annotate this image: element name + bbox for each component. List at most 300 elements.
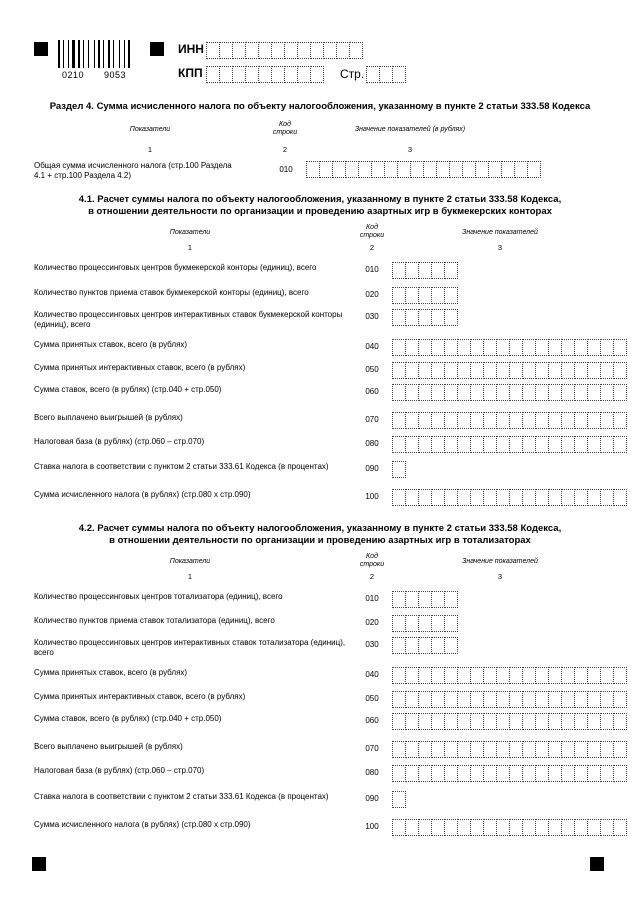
- input-cell[interactable]: [575, 765, 588, 782]
- input-cell[interactable]: [445, 819, 458, 836]
- input-cell[interactable]: [536, 436, 549, 453]
- input-cell[interactable]: [392, 384, 406, 401]
- input-cell[interactable]: [614, 412, 627, 429]
- section42-row-value-030[interactable]: [392, 637, 458, 652]
- input-cell[interactable]: [366, 66, 380, 83]
- input-cell[interactable]: [484, 667, 497, 684]
- input-cell[interactable]: [392, 287, 406, 304]
- input-cell[interactable]: [458, 691, 471, 708]
- input-cell[interactable]: [510, 765, 523, 782]
- input-cell[interactable]: [259, 42, 272, 59]
- input-cell[interactable]: [489, 161, 502, 178]
- input-cell[interactable]: [549, 362, 562, 379]
- input-cell[interactable]: [476, 161, 489, 178]
- input-cell[interactable]: [406, 615, 419, 632]
- kpp-field[interactable]: [206, 66, 324, 81]
- input-cell[interactable]: [432, 384, 445, 401]
- input-cell[interactable]: [406, 362, 419, 379]
- input-cell[interactable]: [497, 819, 510, 836]
- input-cell[interactable]: [484, 362, 497, 379]
- section42-row-value-060[interactable]: [392, 713, 627, 728]
- section42-row-value-080[interactable]: [392, 765, 627, 780]
- input-cell[interactable]: [497, 765, 510, 782]
- input-cell[interactable]: [233, 42, 246, 59]
- input-cell[interactable]: [406, 591, 419, 608]
- input-cell[interactable]: [575, 489, 588, 506]
- section42-row-value-070[interactable]: [392, 741, 627, 756]
- input-cell[interactable]: [588, 667, 601, 684]
- input-cell[interactable]: [497, 489, 510, 506]
- input-cell[interactable]: [445, 591, 458, 608]
- input-cell[interactable]: [372, 161, 385, 178]
- input-cell[interactable]: [614, 362, 627, 379]
- input-cell[interactable]: [432, 741, 445, 758]
- input-cell[interactable]: [614, 713, 627, 730]
- input-cell[interactable]: [406, 436, 419, 453]
- input-cell[interactable]: [614, 667, 627, 684]
- input-cell[interactable]: [588, 741, 601, 758]
- input-cell[interactable]: [510, 691, 523, 708]
- input-cell[interactable]: [614, 384, 627, 401]
- input-cell[interactable]: [497, 362, 510, 379]
- input-cell[interactable]: [588, 765, 601, 782]
- input-cell[interactable]: [406, 819, 419, 836]
- input-cell[interactable]: [445, 765, 458, 782]
- input-cell[interactable]: [392, 615, 406, 632]
- input-cell[interactable]: [562, 362, 575, 379]
- input-cell[interactable]: [298, 42, 311, 59]
- input-cell[interactable]: [588, 384, 601, 401]
- input-cell[interactable]: [601, 412, 614, 429]
- input-cell[interactable]: [406, 691, 419, 708]
- input-cell[interactable]: [432, 819, 445, 836]
- input-cell[interactable]: [614, 819, 627, 836]
- input-cell[interactable]: [575, 384, 588, 401]
- input-cell[interactable]: [562, 691, 575, 708]
- input-cell[interactable]: [406, 667, 419, 684]
- input-cell[interactable]: [437, 161, 450, 178]
- input-cell[interactable]: [471, 819, 484, 836]
- input-cell[interactable]: [298, 66, 311, 83]
- input-cell[interactable]: [601, 384, 614, 401]
- section41-row-value-100[interactable]: [392, 489, 627, 504]
- input-cell[interactable]: [536, 691, 549, 708]
- input-cell[interactable]: [497, 667, 510, 684]
- input-cell[interactable]: [484, 384, 497, 401]
- input-cell[interactable]: [510, 412, 523, 429]
- input-cell[interactable]: [406, 339, 419, 356]
- input-cell[interactable]: [601, 362, 614, 379]
- input-cell[interactable]: [419, 412, 432, 429]
- input-cell[interactable]: [575, 339, 588, 356]
- input-cell[interactable]: [549, 412, 562, 429]
- input-cell[interactable]: [614, 691, 627, 708]
- input-cell[interactable]: [380, 66, 393, 83]
- input-cell[interactable]: [458, 713, 471, 730]
- input-cell[interactable]: [523, 765, 536, 782]
- input-cell[interactable]: [458, 765, 471, 782]
- section41-row-value-050[interactable]: [392, 362, 627, 377]
- input-cell[interactable]: [306, 161, 320, 178]
- input-cell[interactable]: [614, 741, 627, 758]
- input-cell[interactable]: [311, 42, 324, 59]
- section41-row-value-090[interactable]: [392, 461, 406, 476]
- section41-row-value-040[interactable]: [392, 339, 627, 354]
- input-cell[interactable]: [432, 667, 445, 684]
- input-cell[interactable]: [445, 412, 458, 429]
- input-cell[interactable]: [458, 436, 471, 453]
- input-cell[interactable]: [406, 287, 419, 304]
- input-cell[interactable]: [246, 42, 259, 59]
- input-cell[interactable]: [419, 262, 432, 279]
- input-cell[interactable]: [432, 262, 445, 279]
- input-cell[interactable]: [497, 741, 510, 758]
- input-cell[interactable]: [510, 362, 523, 379]
- input-cell[interactable]: [575, 436, 588, 453]
- input-cell[interactable]: [614, 339, 627, 356]
- input-cell[interactable]: [259, 66, 272, 83]
- input-cell[interactable]: [588, 713, 601, 730]
- input-cell[interactable]: [510, 436, 523, 453]
- input-cell[interactable]: [445, 741, 458, 758]
- input-cell[interactable]: [523, 713, 536, 730]
- input-cell[interactable]: [562, 819, 575, 836]
- input-cell[interactable]: [392, 339, 406, 356]
- input-cell[interactable]: [549, 765, 562, 782]
- input-cell[interactable]: [432, 489, 445, 506]
- input-cell[interactable]: [392, 741, 406, 758]
- input-cell[interactable]: [484, 436, 497, 453]
- input-cell[interactable]: [536, 384, 549, 401]
- section41-row-value-010[interactable]: [392, 262, 458, 277]
- input-cell[interactable]: [206, 66, 220, 83]
- input-cell[interactable]: [575, 691, 588, 708]
- input-cell[interactable]: [588, 362, 601, 379]
- input-cell[interactable]: [458, 819, 471, 836]
- input-cell[interactable]: [392, 461, 406, 478]
- input-cell[interactable]: [406, 384, 419, 401]
- input-cell[interactable]: [562, 765, 575, 782]
- input-cell[interactable]: [450, 161, 463, 178]
- input-cell[interactable]: [432, 591, 445, 608]
- section42-row-value-010[interactable]: [392, 591, 458, 606]
- input-cell[interactable]: [497, 691, 510, 708]
- input-cell[interactable]: [601, 713, 614, 730]
- input-cell[interactable]: [471, 765, 484, 782]
- input-cell[interactable]: [471, 412, 484, 429]
- input-cell[interactable]: [471, 489, 484, 506]
- input-cell[interactable]: [359, 161, 372, 178]
- input-cell[interactable]: [601, 691, 614, 708]
- input-cell[interactable]: [419, 819, 432, 836]
- input-cell[interactable]: [392, 436, 406, 453]
- input-cell[interactable]: [406, 637, 419, 654]
- input-cell[interactable]: [458, 667, 471, 684]
- input-cell[interactable]: [562, 489, 575, 506]
- input-cell[interactable]: [575, 412, 588, 429]
- input-cell[interactable]: [523, 691, 536, 708]
- input-cell[interactable]: [575, 713, 588, 730]
- input-cell[interactable]: [419, 339, 432, 356]
- input-cell[interactable]: [510, 384, 523, 401]
- input-cell[interactable]: [471, 436, 484, 453]
- input-cell[interactable]: [392, 262, 406, 279]
- input-cell[interactable]: [392, 765, 406, 782]
- input-cell[interactable]: [510, 741, 523, 758]
- input-cell[interactable]: [458, 384, 471, 401]
- input-cell[interactable]: [510, 667, 523, 684]
- input-cell[interactable]: [523, 384, 536, 401]
- input-cell[interactable]: [549, 339, 562, 356]
- input-cell[interactable]: [333, 161, 346, 178]
- input-cell[interactable]: [398, 161, 411, 178]
- input-cell[interactable]: [471, 667, 484, 684]
- input-cell[interactable]: [419, 667, 432, 684]
- input-cell[interactable]: [458, 362, 471, 379]
- input-cell[interactable]: [393, 66, 406, 83]
- input-cell[interactable]: [549, 489, 562, 506]
- input-cell[interactable]: [549, 667, 562, 684]
- input-cell[interactable]: [484, 412, 497, 429]
- input-cell[interactable]: [432, 309, 445, 326]
- input-cell[interactable]: [432, 615, 445, 632]
- section42-row-value-040[interactable]: [392, 667, 627, 682]
- input-cell[interactable]: [510, 819, 523, 836]
- input-cell[interactable]: [445, 436, 458, 453]
- input-cell[interactable]: [406, 309, 419, 326]
- input-cell[interactable]: [458, 741, 471, 758]
- input-cell[interactable]: [432, 362, 445, 379]
- section41-row-value-020[interactable]: [392, 287, 458, 302]
- input-cell[interactable]: [562, 436, 575, 453]
- input-cell[interactable]: [601, 765, 614, 782]
- input-cell[interactable]: [458, 339, 471, 356]
- input-cell[interactable]: [484, 713, 497, 730]
- section42-row-value-050[interactable]: [392, 691, 627, 706]
- input-cell[interactable]: [497, 339, 510, 356]
- input-cell[interactable]: [311, 66, 324, 83]
- input-cell[interactable]: [536, 741, 549, 758]
- input-cell[interactable]: [392, 412, 406, 429]
- input-cell[interactable]: [536, 412, 549, 429]
- input-cell[interactable]: [432, 436, 445, 453]
- input-cell[interactable]: [392, 362, 406, 379]
- input-cell[interactable]: [588, 691, 601, 708]
- input-cell[interactable]: [536, 489, 549, 506]
- section42-row-value-100[interactable]: [392, 819, 627, 834]
- input-cell[interactable]: [419, 384, 432, 401]
- input-cell[interactable]: [601, 436, 614, 453]
- input-cell[interactable]: [484, 819, 497, 836]
- input-cell[interactable]: [392, 489, 406, 506]
- input-cell[interactable]: [432, 691, 445, 708]
- inn-field[interactable]: [206, 42, 363, 57]
- input-cell[interactable]: [523, 667, 536, 684]
- section42-row-value-020[interactable]: [392, 615, 458, 630]
- input-cell[interactable]: [392, 637, 406, 654]
- input-cell[interactable]: [536, 713, 549, 730]
- page-number-field[interactable]: [366, 66, 406, 81]
- input-cell[interactable]: [614, 489, 627, 506]
- input-cell[interactable]: [445, 384, 458, 401]
- input-cell[interactable]: [406, 713, 419, 730]
- input-cell[interactable]: [406, 741, 419, 758]
- input-cell[interactable]: [562, 713, 575, 730]
- input-cell[interactable]: [471, 384, 484, 401]
- input-cell[interactable]: [220, 42, 233, 59]
- input-cell[interactable]: [588, 489, 601, 506]
- input-cell[interactable]: [601, 819, 614, 836]
- input-cell[interactable]: [502, 161, 515, 178]
- input-cell[interactable]: [445, 691, 458, 708]
- input-cell[interactable]: [445, 637, 458, 654]
- input-cell[interactable]: [392, 791, 406, 808]
- input-cell[interactable]: [588, 339, 601, 356]
- input-cell[interactable]: [419, 615, 432, 632]
- input-cell[interactable]: [575, 741, 588, 758]
- input-cell[interactable]: [536, 819, 549, 836]
- input-cell[interactable]: [471, 339, 484, 356]
- input-cell[interactable]: [562, 741, 575, 758]
- input-cell[interactable]: [549, 691, 562, 708]
- input-cell[interactable]: [445, 615, 458, 632]
- section41-row-value-030[interactable]: [392, 309, 458, 324]
- input-cell[interactable]: [575, 667, 588, 684]
- input-cell[interactable]: [484, 489, 497, 506]
- input-cell[interactable]: [246, 66, 259, 83]
- input-cell[interactable]: [350, 42, 363, 59]
- input-cell[interactable]: [432, 713, 445, 730]
- input-cell[interactable]: [575, 819, 588, 836]
- input-cell[interactable]: [549, 713, 562, 730]
- input-cell[interactable]: [392, 591, 406, 608]
- input-cell[interactable]: [562, 339, 575, 356]
- input-cell[interactable]: [419, 591, 432, 608]
- input-cell[interactable]: [419, 287, 432, 304]
- input-cell[interactable]: [497, 412, 510, 429]
- input-cell[interactable]: [523, 436, 536, 453]
- input-cell[interactable]: [445, 667, 458, 684]
- input-cell[interactable]: [510, 489, 523, 506]
- input-cell[interactable]: [549, 741, 562, 758]
- input-cell[interactable]: [588, 412, 601, 429]
- input-cell[interactable]: [523, 362, 536, 379]
- input-cell[interactable]: [419, 637, 432, 654]
- input-cell[interactable]: [549, 819, 562, 836]
- input-cell[interactable]: [419, 489, 432, 506]
- input-cell[interactable]: [419, 362, 432, 379]
- input-cell[interactable]: [528, 161, 541, 178]
- input-cell[interactable]: [392, 819, 406, 836]
- input-cell[interactable]: [562, 667, 575, 684]
- input-cell[interactable]: [419, 713, 432, 730]
- input-cell[interactable]: [445, 262, 458, 279]
- input-cell[interactable]: [601, 741, 614, 758]
- input-cell[interactable]: [536, 667, 549, 684]
- input-cell[interactable]: [411, 161, 424, 178]
- input-cell[interactable]: [392, 667, 406, 684]
- input-cell[interactable]: [463, 161, 476, 178]
- input-cell[interactable]: [497, 713, 510, 730]
- input-cell[interactable]: [484, 765, 497, 782]
- input-cell[interactable]: [536, 339, 549, 356]
- input-cell[interactable]: [601, 489, 614, 506]
- input-cell[interactable]: [471, 741, 484, 758]
- input-cell[interactable]: [445, 713, 458, 730]
- input-cell[interactable]: [471, 713, 484, 730]
- section42-row-value-090[interactable]: [392, 791, 406, 806]
- input-cell[interactable]: [419, 765, 432, 782]
- input-cell[interactable]: [523, 339, 536, 356]
- input-cell[interactable]: [575, 362, 588, 379]
- input-cell[interactable]: [588, 819, 601, 836]
- input-cell[interactable]: [445, 489, 458, 506]
- input-cell[interactable]: [432, 339, 445, 356]
- section41-row-value-080[interactable]: [392, 436, 627, 451]
- input-cell[interactable]: [285, 42, 298, 59]
- input-cell[interactable]: [272, 66, 285, 83]
- input-cell[interactable]: [484, 741, 497, 758]
- input-cell[interactable]: [233, 66, 246, 83]
- input-cell[interactable]: [614, 436, 627, 453]
- input-cell[interactable]: [272, 42, 285, 59]
- input-cell[interactable]: [458, 412, 471, 429]
- input-cell[interactable]: [346, 161, 359, 178]
- input-cell[interactable]: [523, 412, 536, 429]
- input-cell[interactable]: [392, 713, 406, 730]
- input-cell[interactable]: [324, 42, 337, 59]
- input-cell[interactable]: [445, 362, 458, 379]
- input-cell[interactable]: [523, 819, 536, 836]
- input-cell[interactable]: [392, 691, 406, 708]
- input-cell[interactable]: [406, 262, 419, 279]
- input-cell[interactable]: [406, 765, 419, 782]
- section4-row-value[interactable]: [306, 161, 541, 176]
- input-cell[interactable]: [406, 489, 419, 506]
- input-cell[interactable]: [515, 161, 528, 178]
- input-cell[interactable]: [588, 436, 601, 453]
- input-cell[interactable]: [445, 287, 458, 304]
- input-cell[interactable]: [601, 339, 614, 356]
- input-cell[interactable]: [562, 384, 575, 401]
- input-cell[interactable]: [424, 161, 437, 178]
- input-cell[interactable]: [484, 339, 497, 356]
- input-cell[interactable]: [392, 309, 406, 326]
- input-cell[interactable]: [206, 42, 220, 59]
- input-cell[interactable]: [510, 713, 523, 730]
- input-cell[interactable]: [445, 339, 458, 356]
- input-cell[interactable]: [419, 691, 432, 708]
- input-cell[interactable]: [601, 667, 614, 684]
- input-cell[interactable]: [432, 287, 445, 304]
- input-cell[interactable]: [419, 436, 432, 453]
- input-cell[interactable]: [562, 412, 575, 429]
- input-cell[interactable]: [337, 42, 350, 59]
- input-cell[interactable]: [536, 765, 549, 782]
- input-cell[interactable]: [471, 362, 484, 379]
- input-cell[interactable]: [432, 412, 445, 429]
- input-cell[interactable]: [536, 362, 549, 379]
- input-cell[interactable]: [419, 309, 432, 326]
- input-cell[interactable]: [497, 384, 510, 401]
- input-cell[interactable]: [484, 691, 497, 708]
- input-cell[interactable]: [549, 384, 562, 401]
- input-cell[interactable]: [614, 765, 627, 782]
- input-cell[interactable]: [432, 637, 445, 654]
- input-cell[interactable]: [385, 161, 398, 178]
- input-cell[interactable]: [432, 765, 445, 782]
- input-cell[interactable]: [471, 691, 484, 708]
